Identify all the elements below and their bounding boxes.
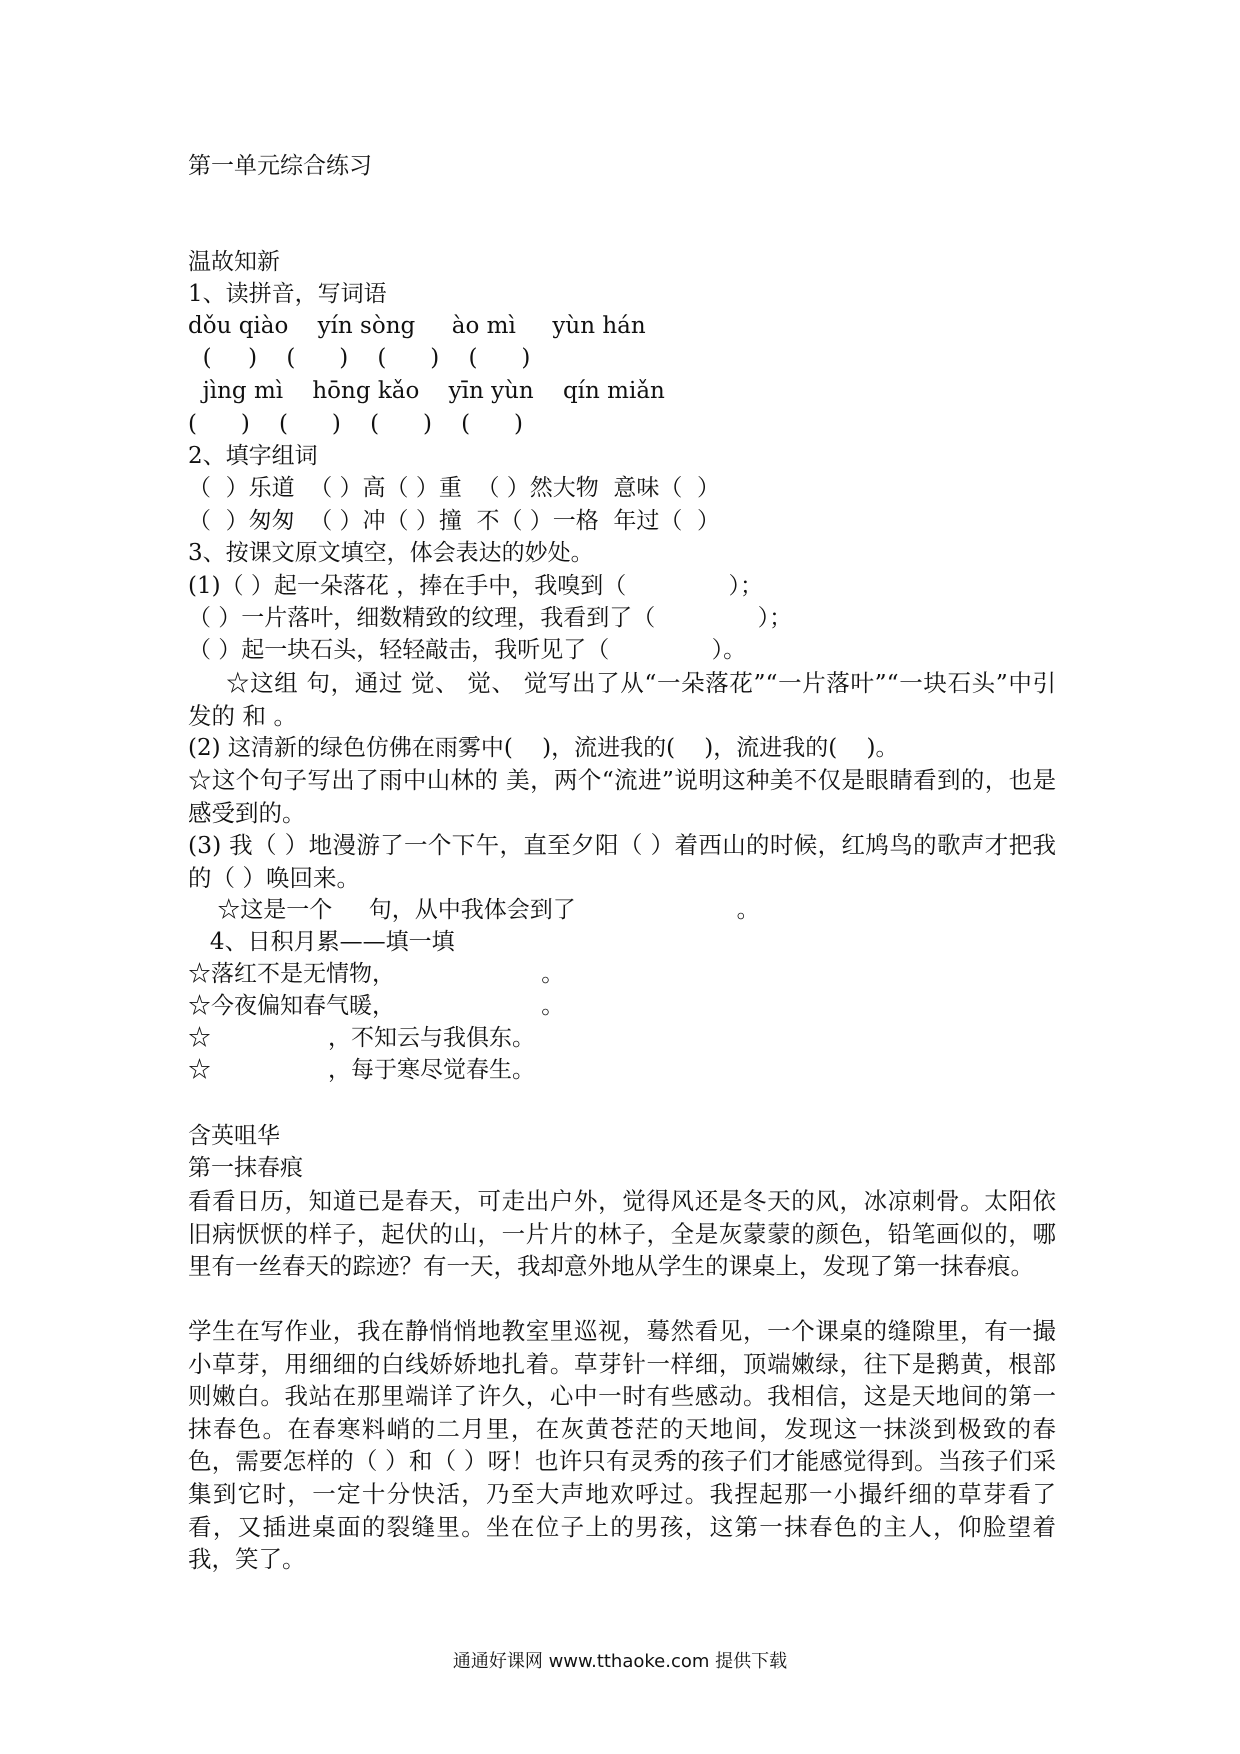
article-paragraph-1: 看看日历，知道已是春天，可走出户外，觉得风还是冬天的风，冰凉刺骨。太阳依旧病恹恹的样子，起伏的山，一片片的林子，全是灰蒙蒙的颜色，铅笔画似的，哪里有一丝春天的踪迹？有一天，我却意外地从学生的课桌上，发现了第一抹春痕。	[188, 1187, 1056, 1281]
fill-word-row-2: （ ）匆匆 （ ）冲（ ）撞 不（ ）一格 年过（ ）	[188, 508, 721, 534]
poem-line-2: ☆今夜偏知春气暖， 。	[188, 993, 565, 1019]
question-3-label: 3、按课文原文填空，体会表达的妙处。	[188, 540, 594, 566]
q3-item1-note: ☆这组 句，通过 觉、 觉、 觉写出了从“一朵落花”“一片落叶”“一块石头”中引发的 和 。	[188, 669, 1056, 730]
footer-credit: 通通好课网 www.tthaoke.com 提供下载	[452, 1651, 788, 1672]
fill-word-row-1: （ ）乐道 （ ）高（ ）重 （ ）然大物 意味（ ）	[188, 475, 721, 501]
blank-row-1: ( ) ( ) ( ) ( )	[188, 345, 531, 371]
poem-line-1: ☆落红不是无情物， 。	[188, 961, 565, 987]
q3-item3-note: ☆这是一个 句，从中我体会到了 。	[188, 897, 760, 923]
q3-item3-text: (3) 我（ ）地漫游了一个下午，直至夕阳（ ）着西山的时候，红鸠鸟的歌声才把我的（ ）唤回来。	[188, 831, 1056, 892]
q3-item2-note: ☆这个句子写出了雨中山林的 美，两个“流进”说明这种美不仅是眼睛看到的，也是 感受到的。	[188, 766, 1056, 827]
question-1-label: 1、读拼音，写词语	[188, 281, 387, 307]
page-title: 第一单元综合练习	[188, 153, 372, 179]
q3-item1-line2: （ ）一片落叶，细数精致的纹理，我看到了（ ）；	[188, 605, 793, 631]
poem-line-4: ☆ ，每于寒尽觉春生。	[188, 1057, 535, 1083]
q3-item1-line3: （ ）起一块石头，轻轻敲击，我听见了（ ）。	[188, 637, 747, 663]
article-title: 第一抹春痕	[188, 1155, 303, 1181]
pinyin-row-1: dǒu qiào yín sòng ào mì yùn hán	[188, 313, 646, 339]
pinyin-row-2: jìng mì hōng kǎo yīn yùn qín miǎn	[188, 378, 665, 404]
question-2-label: 2、填字组词	[188, 443, 318, 469]
article-paragraph-2: 学生在写作业，我在静悄悄地教室里巡视，蓦然看见，一个课桌的缝隙里，有一撮小草芽，用细细的白线娇娇地扎着。草芽针一样细，顶端嫩绿，往下是鹅黄，根部则嫩白。我站在那里端详了许久，心中一时有些感动。我相信，这是天地间的第一抹春色。在春寒料峭的二月里，在灰黄苍茫的天地间，发现这一抹淡到极致的春色，需要怎样的（ ）和（ ）呀！也许只有灵秀的孩子们才能感觉得到。当孩子们采集到它时，一定十分快活，乃至大声地欢呼过。我捏起那一小撮纤细的草芽看了看，又插进桌面的裂缝里。坐在位子上的男孩，这第一抹春色的主人，仰脸望着我，笑了。	[188, 1317, 1056, 1574]
blank-row-2: ( ) ( ) ( ) ( )	[188, 411, 523, 437]
question-4-label: 4、日积月累——填一填	[188, 929, 455, 955]
section-heading-review: 温故知新	[188, 249, 280, 275]
section-heading-reading: 含英咀华	[188, 1123, 280, 1149]
poem-line-3: ☆ ，不知云与我俱东。	[188, 1025, 535, 1051]
q3-item2-text: (2) 这清新的绿色仿佛在雨雾中( )，流进我的( )，流进我的( )。	[188, 735, 899, 761]
q3-item1-line1: (1)（ ）起一朵落花 ，捧在手中，我嗅到（ ）；	[188, 573, 764, 599]
